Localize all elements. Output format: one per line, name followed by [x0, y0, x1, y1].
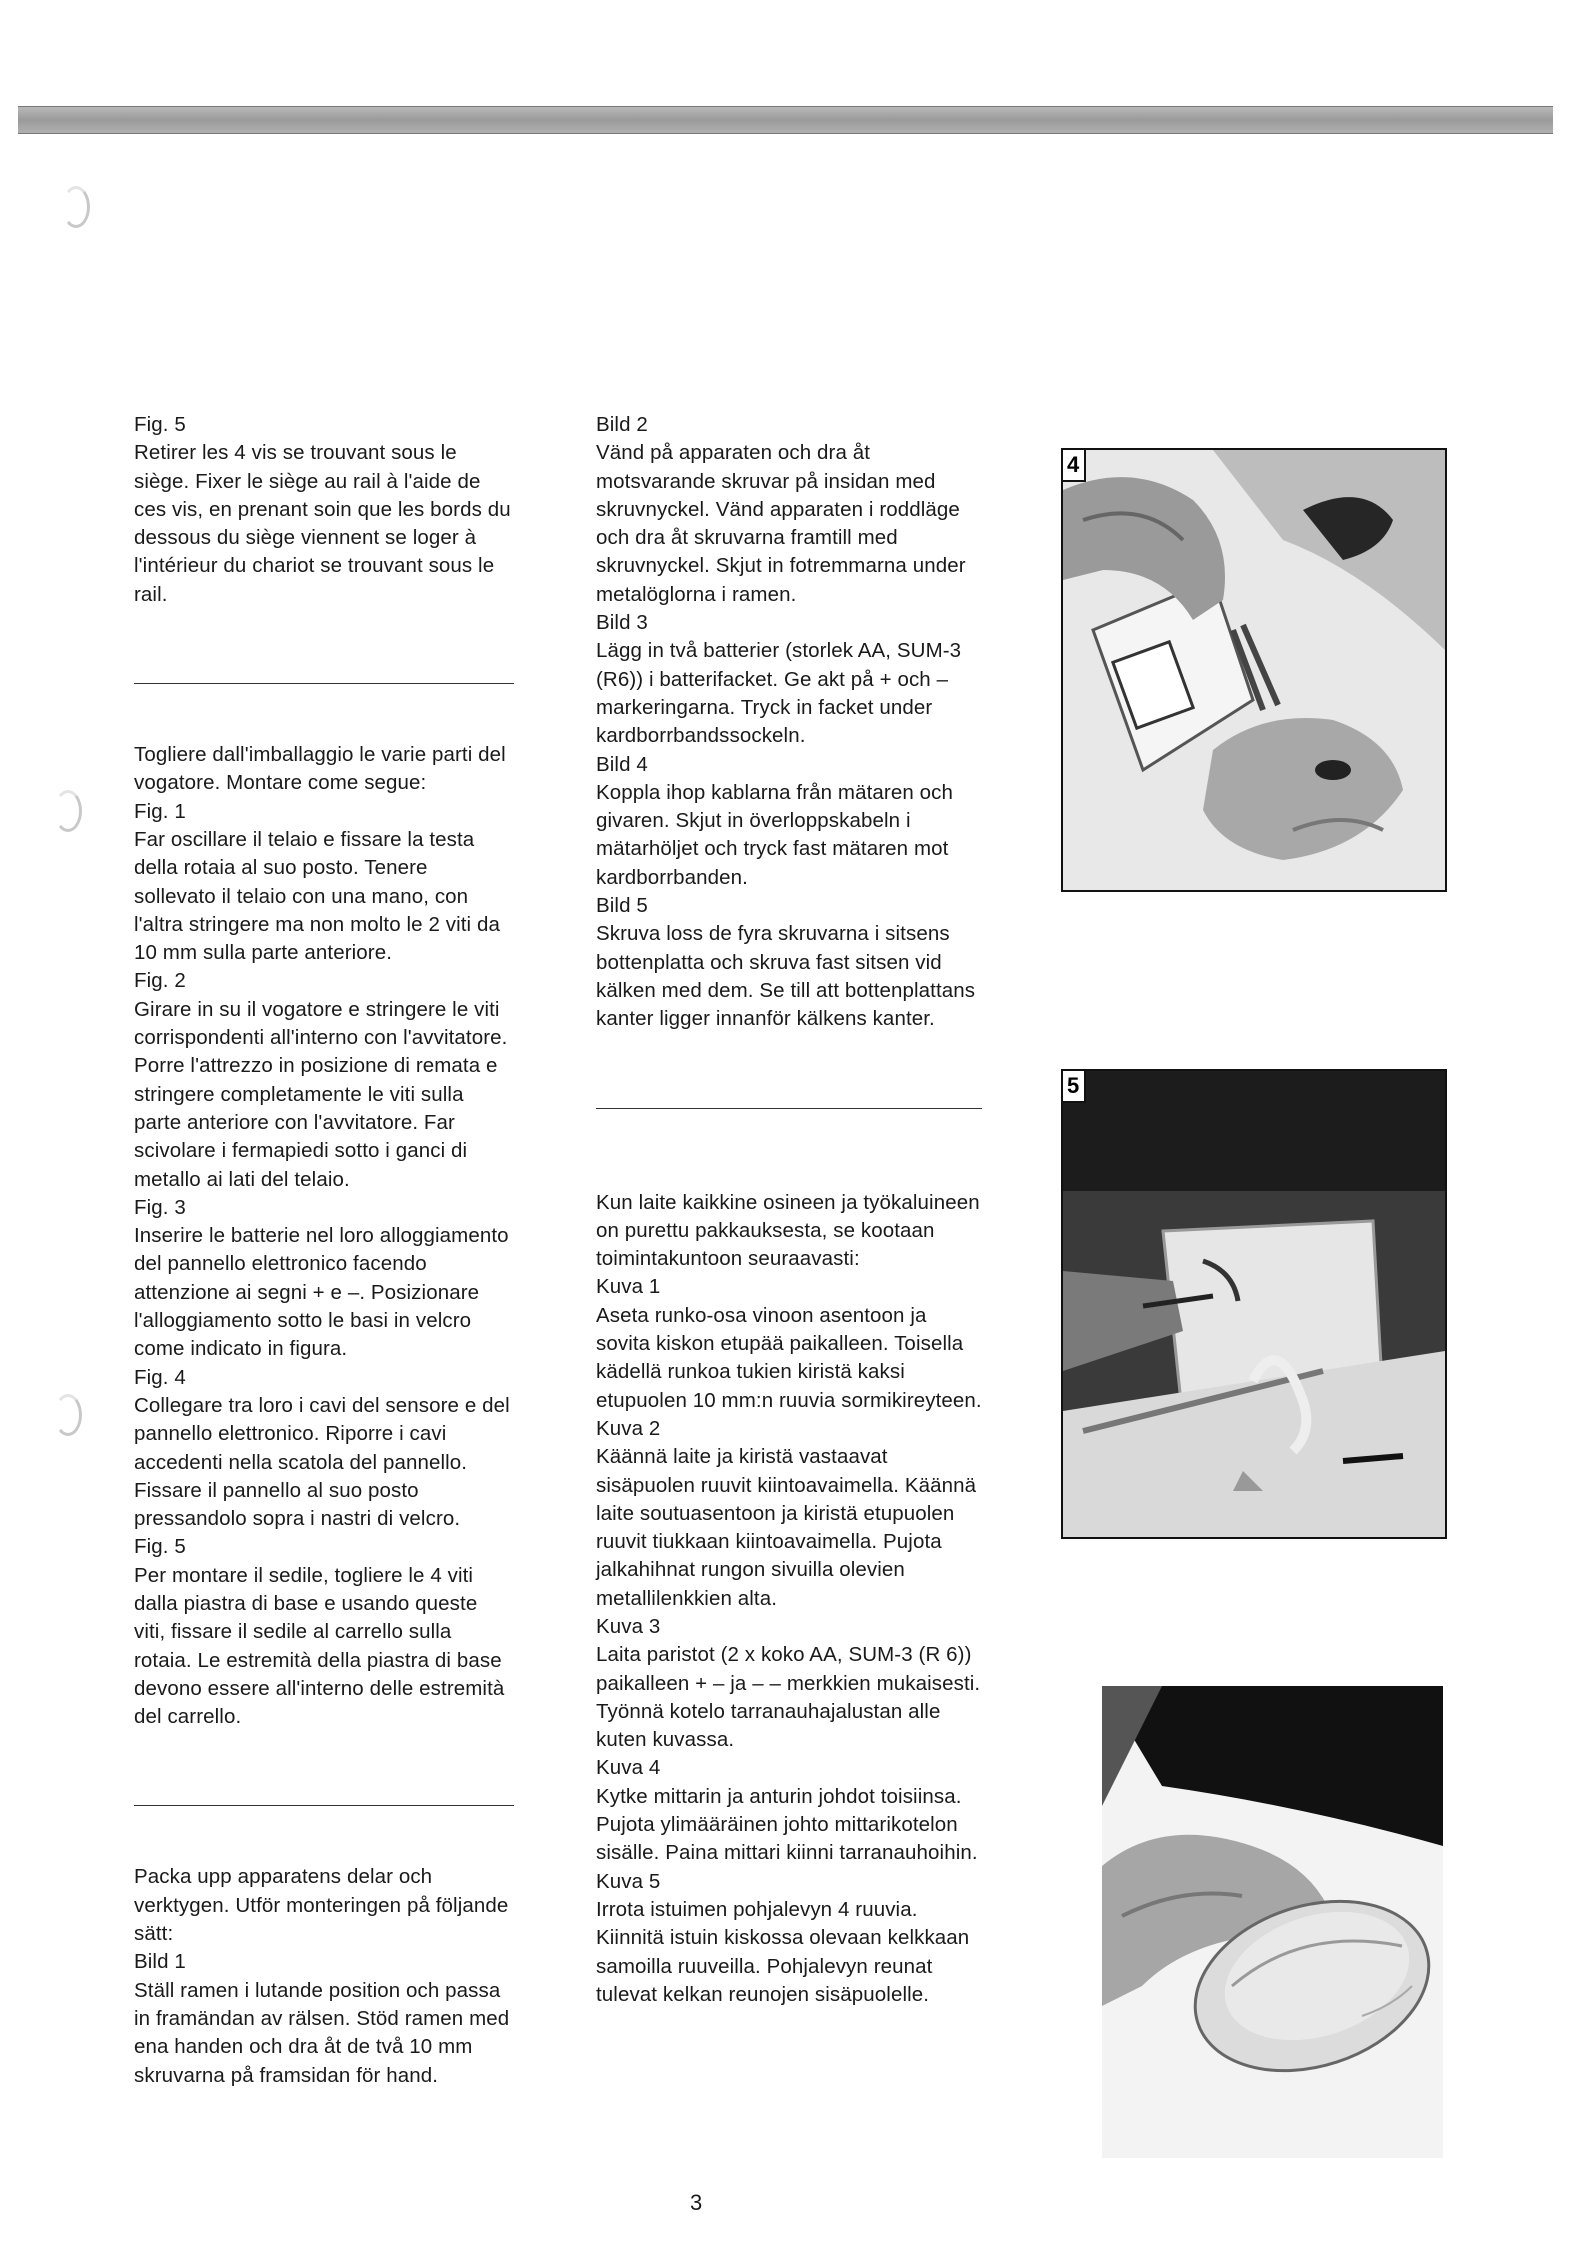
column-middle [596, 411, 982, 2009]
section-heading: Bild 5 [596, 894, 648, 918]
paragraph: Far oscillare il telaio e fissare la testa della rotaia al suo posto. Tenere sollevato il telaio con una mano, con l'altra stringere ma non molto le 2 viti da 10 mm sulla parte anteriore. [134, 827, 500, 965]
section-heading: Kuva 1 [596, 1275, 661, 1299]
header-band [18, 106, 1553, 134]
paragraph: Irrota istuimen pohjalevyn 4 ruuvia. Kiinnitä istuin kiskossa olevaan kelkkaan samoilla ruuveilla. Pohjalevyn reunat tulevat kelkan reunojen sisäpuolelle. [596, 1897, 970, 2006]
paragraph: Togliere dall'imballaggio le varie parti del vogatore. Montare come segue: [134, 743, 506, 795]
paragraph: Skruva loss de fyra skruvarna i sitsens bottenplatta och skruva fast sitsen vid kälken med dem. Se till att bottenplattans kanter ligger innanför kälkens kanter. [596, 922, 976, 1031]
page-number: 3 [690, 2190, 703, 2215]
figure-number-label: 5 [1063, 1071, 1086, 1103]
section-heading: Fig. 3 [134, 1195, 186, 1219]
italian-section [134, 741, 514, 1731]
paragraph: Retirer les 4 vis se trouvant sous le siège. Fixer le siège au rail à l'aide de ces vis, en prenant soin que les bords du dessous du siège viennent se loger à l'intérieur du chariot se trouvant sous le rail. [134, 441, 511, 606]
photo-5 [1061, 1069, 1447, 1539]
photo-meter [1102, 1686, 1443, 2158]
hand-pressing-meter-photo [1102, 1686, 1443, 2158]
seat-mounting-photo [1063, 1071, 1445, 1537]
section-heading: Fig. 1 [134, 799, 186, 823]
section-heading: Fig. 5 [134, 1535, 186, 1559]
section-heading: Kuva 3 [596, 1614, 661, 1638]
swedish-intro-section [134, 1863, 514, 2089]
paragraph: Packa upp apparatens delar och verktygen. Utför monteringen på följande sätt: [134, 1865, 509, 1946]
paragraph: Aseta runko-osa vinoon asentoon ja sovita kiskon etupää paikalleen. Toisella kädellä runkoa tukien kiristä kaksi etupuolen 10 mm:n ruuvia sormikireyteen. [596, 1303, 982, 1412]
paragraph: Koppla ihop kablarna från mätaren och givaren. Skjut in överloppskabeln i mätarhöljet och tryck fast mätaren mot kardborrbanden. [596, 780, 953, 889]
section-heading: Bild 3 [596, 611, 648, 635]
hands-connecting-cables-photo [1063, 450, 1445, 890]
paragraph: Ställ ramen i lutande position och passa in framändan av rälsen. Stöd ramen med ena handen och dra åt de två 10 mm skruvarna på framsidan för hand. [134, 1978, 510, 2087]
section-heading: Bild 2 [596, 413, 648, 436]
paragraph: Collegare tra loro i cavi del sensore e del pannello elettronico. Riporre i cavi accedenti nella scatola del pannello. Fissare il pannello al suo posto pressandolo sopra i nastri di velcro. [134, 1393, 510, 1531]
paragraph: Laita paristot (2 x koko AA, SUM-3 (R 6)) paikalleen + – ja – – merkkien mukaisesti. Työnnä kotelo tarranauhajalustan alle kuten kuvassa. [596, 1643, 981, 1752]
section-heading: Fig. 2 [134, 969, 186, 993]
finnish-section [596, 1189, 982, 2010]
paragraph: Kun laite kaikkine osineen ja työkaluineen on purettu pakkauksesta, se kootaan toimintakuntoon seuraavasti: [596, 1190, 980, 1271]
punch-hole-mark [54, 1394, 82, 1436]
section-heading: Fig. 4 [134, 1365, 186, 1389]
section-divider [134, 683, 514, 684]
column-left [134, 411, 514, 2090]
paragraph: Vänd på apparaten och dra åt motsvarande skruvar på insidan med skruvnyckel. Vänd apparaten i roddläge och dra åt skruvarna framtill med skruvnyckel. Skjut in fotremmarna under metalöglorna i ramen. [596, 441, 966, 606]
section-heading: Bild 1 [134, 1950, 186, 1974]
figure-number-label: 4 [1063, 450, 1086, 482]
paragraph: Per montare il sedile, togliere le 4 viti dalla piastra di base e usando queste viti, fissare il sedile al carrello sulla rotaia. Le estremità della piastra di base devono essere all'interno delle estremità del carrello. [134, 1563, 505, 1729]
section-heading: Kuva 4 [596, 1756, 661, 1780]
paragraph: Käännä laite ja kiristä vastaavat sisäpuolen ruuvit kiintoavaimella. Käännä laite soutuasentoon ja kiristä etupuolen ruuvit tiukkaan kiintoavaimella. Pujota jalkahihnat rungon sivuilla olevien metallilenkkien alta. [596, 1445, 977, 1610]
section-heading: Kuva 2 [596, 1416, 661, 1440]
section-heading: Bild 4 [596, 752, 648, 776]
punch-hole-mark [62, 186, 90, 228]
photo-4 [1061, 448, 1447, 892]
section-divider [134, 1805, 514, 1806]
paragraph: Kytke mittarin ja anturin johdot toisiinsa. Pujota ylimääräinen johto mittarikotelon sisälle. Paina mittari kiinni tarranauhoihin. [596, 1784, 978, 1865]
section-heading: Kuva 5 [596, 1869, 661, 1893]
paragraph: Girare in su il vogatore e stringere le viti corrispondenti all'interno con l'avvitatore. Porre l'attrezzo in posizione di remata e stringere completamente le viti sulla parte anteriore con l'avvitatore. Far scivolare i fermapiedi sotto i ganci di metallo ai lati del telaio. [134, 997, 508, 1191]
punch-hole-mark [54, 790, 82, 832]
section-divider [596, 1108, 982, 1109]
paragraph: Lägg in två batterier (storlek AA, SUM-3 (R6)) i batterifacket. Ge akt på + och – markeringarna. Tryck in facket under kardborrbandssockeln. [596, 639, 962, 748]
paragraph: Inserire le batterie nel loro alloggiamento del pannello elettronico facendo attenzione ai segni + e –. Posizionare l'alloggiamento sotto le basi in velcro come indicato in figura. [134, 1224, 509, 1361]
section-heading: Fig. 5 [134, 413, 186, 436]
